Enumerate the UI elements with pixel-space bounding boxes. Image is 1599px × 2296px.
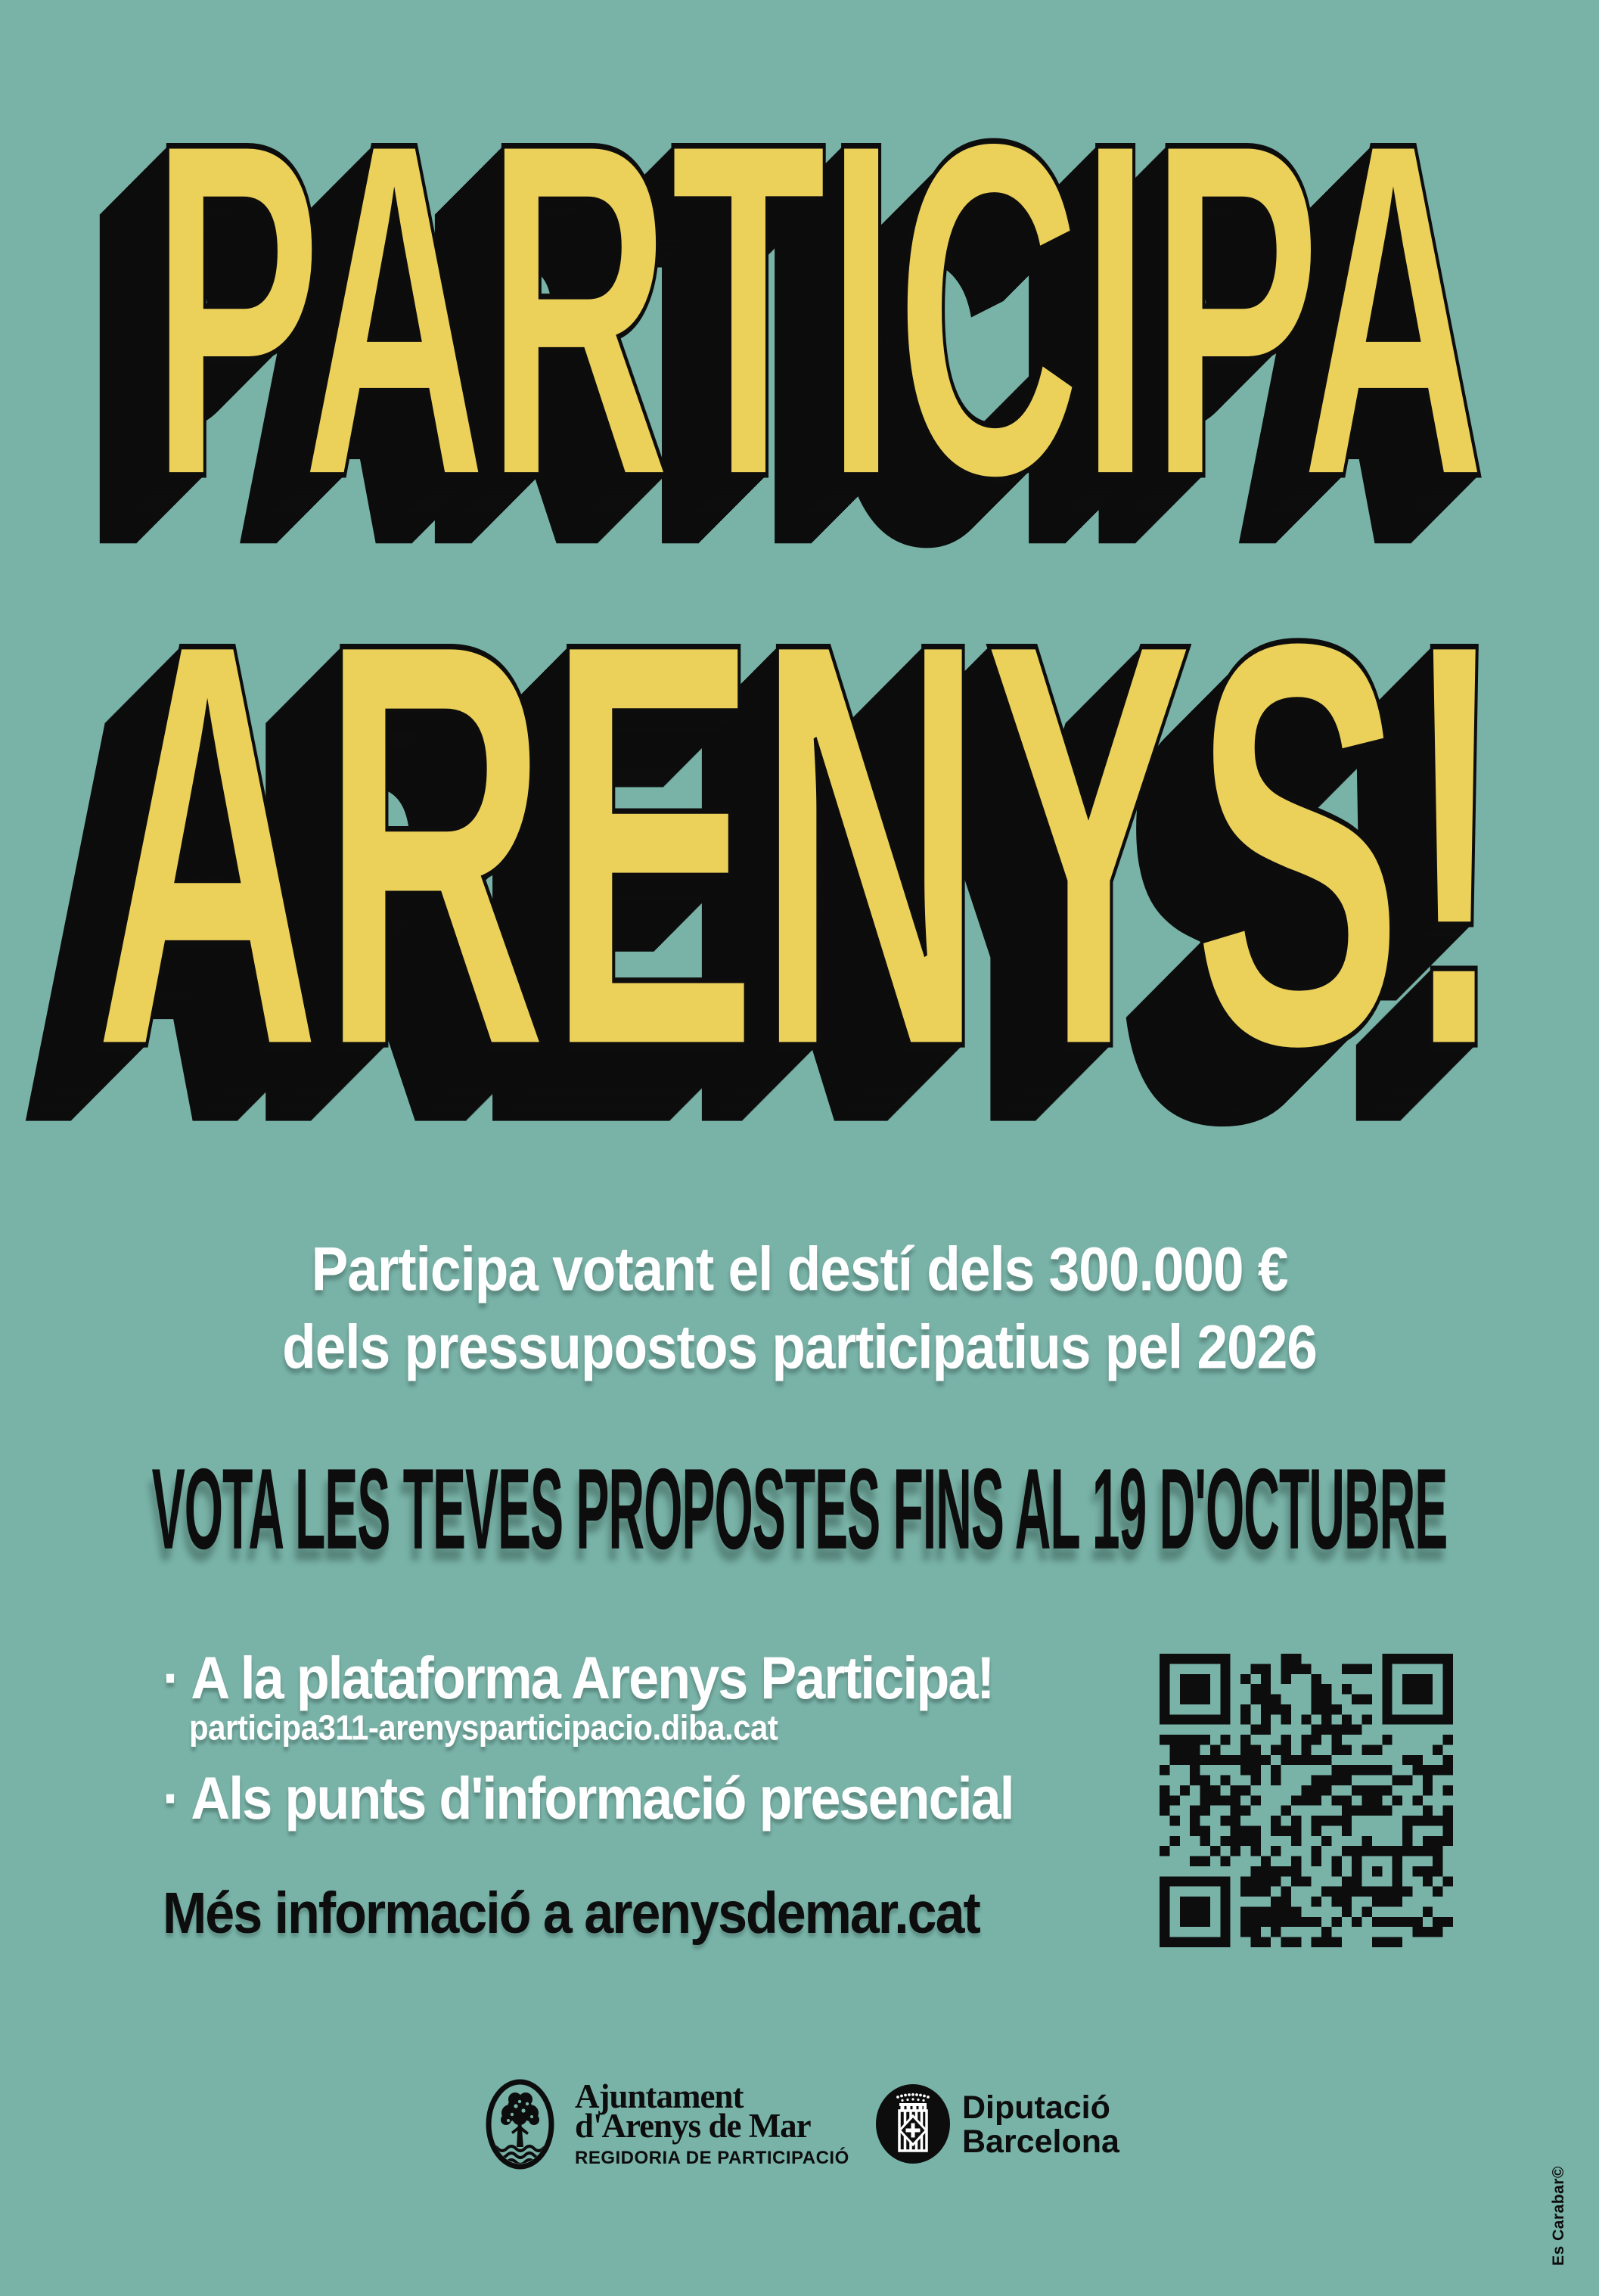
bullet-platform: · A la plataforma Arenys Participa! bbox=[163, 1645, 994, 1712]
diputacio-wordmark bbox=[962, 2091, 1119, 2159]
ajuntament-wordmark bbox=[575, 2077, 849, 2169]
cta-vote-deadline: VOTA LES TEVES PROPOSTES FINS AL 19 D'OCTUBRE bbox=[151, 1443, 1448, 1573]
qr-code bbox=[1160, 1654, 1453, 1947]
bullet-info-points: · Als punts d'informació presencial bbox=[163, 1765, 1014, 1832]
diputacio-line-2: Barcelona bbox=[962, 2124, 1119, 2160]
regidoria-label: REGIDORIA DE PARTICIPACIÓ bbox=[575, 2148, 849, 2168]
headline-arenys: ARENYS! bbox=[93, 521, 1506, 1168]
ajuntament-line-1: Ajuntament bbox=[575, 2077, 744, 2115]
subtitle-line-1: Participa votant el destí dels 300.000 € bbox=[311, 1235, 1288, 1304]
ajuntament-arenys-crest-icon bbox=[486, 2079, 554, 2170]
subtitle bbox=[0, 1231, 1599, 1387]
headline-participa: PARTICIPA bbox=[151, 42, 1485, 578]
ajuntament-line-2: d'Arenys de Mar bbox=[575, 2107, 811, 2145]
subtitle-line-2: dels pressupostos participatius pel 2026 bbox=[282, 1313, 1317, 1382]
platform-url: participa311-arenysparticipacio.diba.cat bbox=[189, 1707, 778, 1748]
studio-credit: Es Carabar© bbox=[1550, 2166, 1567, 2266]
diputacio-line-1: Diputació bbox=[962, 2089, 1110, 2126]
diputacio-barcelona-crest-icon bbox=[876, 2084, 950, 2164]
more-info-line: Més informació a arenysdemar.cat bbox=[163, 1880, 980, 1946]
